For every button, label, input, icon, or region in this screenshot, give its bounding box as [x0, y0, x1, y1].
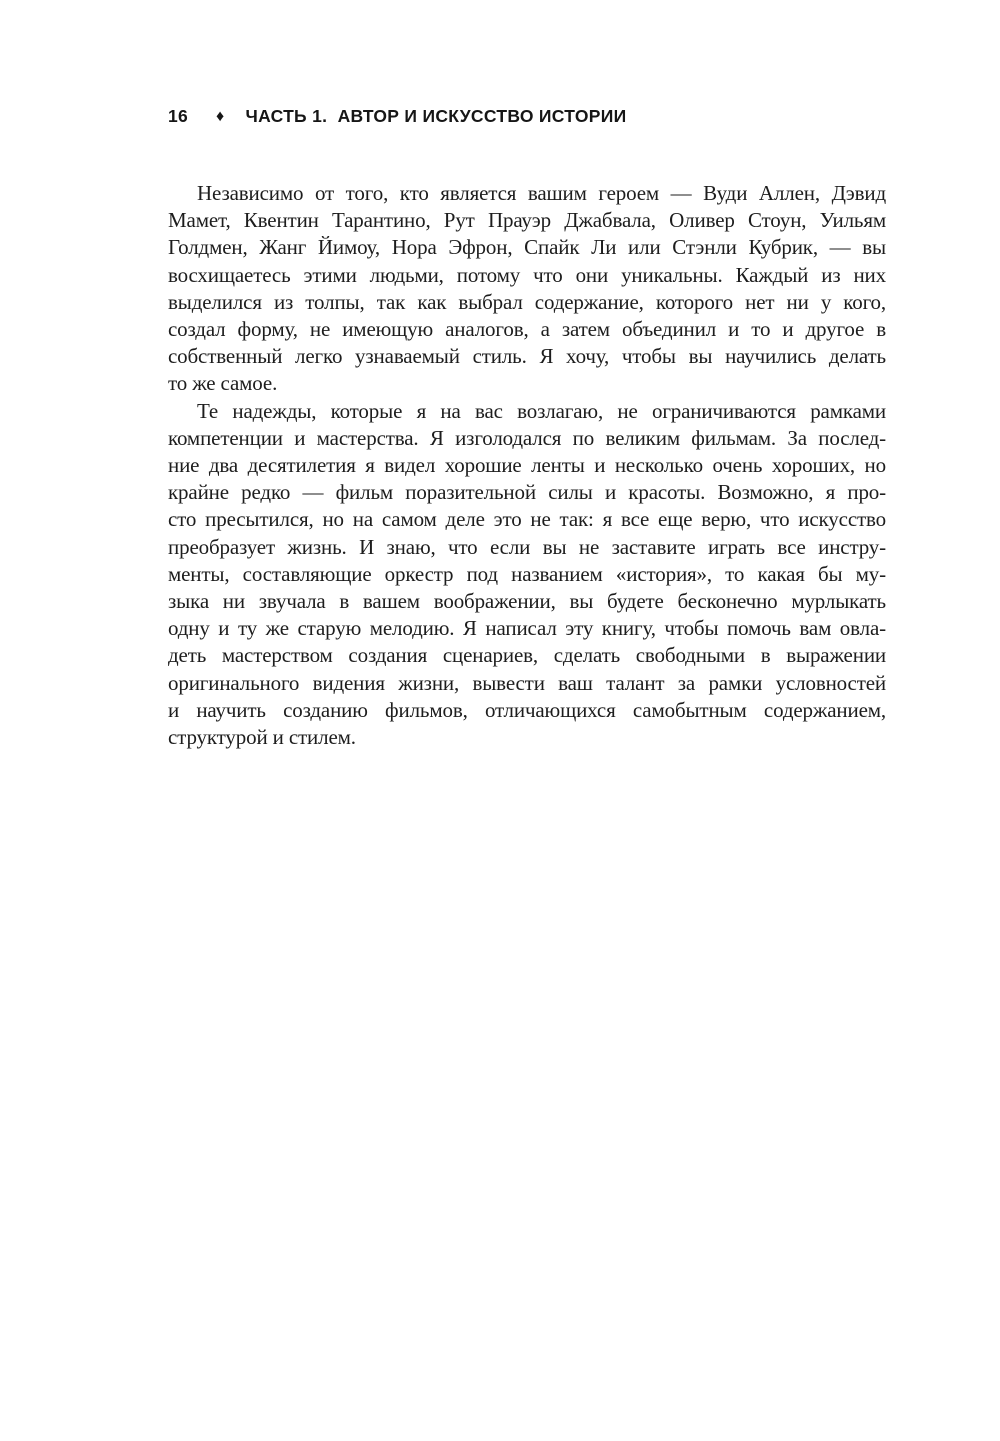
text-line: и научить созданию фильмов, отличающихся самобытным содержанием, [168, 697, 886, 722]
text-line: деть мастерством создания сценариев, сделать свободными в выражении [168, 643, 886, 668]
chapter-title: ЧАСТЬ 1. АВТОР И ИСКУССТВО ИСТОРИИ [245, 106, 627, 126]
text-line: ние два десятилетия я видел хорошие ленты и несколько очень хороших, но [168, 453, 886, 478]
text-line: зыка ни звучала в вашем воображении, вы будете бесконечно мурлыкать [168, 589, 886, 614]
page-number: 16 [168, 106, 189, 126]
text-line: оригинального видения жизни, вывести ваш талант за рамки условностей [168, 670, 886, 695]
body-text [168, 180, 886, 751]
text-line: собственный легко узнаваемый стиль. Я хочу, чтобы вы научились делать [168, 344, 886, 369]
paragraph [168, 180, 886, 398]
text-line: Мамет, Квентин Тарантино, Рут Прауэр Джабвала, Оливер Стоун, Уильям [168, 208, 886, 233]
text-line: создал форму, не имеющую аналогов, а затем объединил и то и другое в [168, 317, 886, 342]
text-line: выделился из толпы, так как выбрал содержание, которого нет ни у кого, [168, 289, 886, 314]
text-line: сто пресытился, но на самом деле это не так: я все еще верю, что искусство [168, 507, 886, 532]
text-line: крайне редко — фильм поразительной силы и красоты. Возможно, я про- [168, 480, 886, 505]
text-line: структурой и стилем. [168, 725, 356, 750]
text-line: менты, составляющие оркестр под названием «история», то какая бы му- [168, 561, 886, 586]
text-line: то же самое. [168, 371, 278, 396]
running-header [168, 106, 626, 127]
text-line: компетенции и мастерства. Я изголодался по великим фильмам. За послед- [168, 425, 886, 450]
text-line: преобразует жизнь. И знаю, что если вы не заставите играть все инстру- [168, 534, 886, 559]
paragraph [168, 398, 886, 752]
text-line: восхищаетесь этими людьми, потому что они уникальны. Каждый из них [168, 262, 886, 287]
text-line: Независимо от того, кто является вашим героем — Вуди Аллен, Дэвид [197, 181, 886, 205]
text-line: Голдмен, Жанг Йимоу, Нора Эфрон, Спайк Ли или Стэнли Кубрик, — вы [168, 235, 886, 260]
text-line: одну и ту же старую мелодию. Я написал эту книгу, чтобы помочь вам овла- [168, 616, 886, 641]
text-line: Те надежды, которые я на вас возлагаю, не ограничиваются рамками [197, 398, 886, 423]
diamond-icon: ♦ [216, 108, 225, 125]
